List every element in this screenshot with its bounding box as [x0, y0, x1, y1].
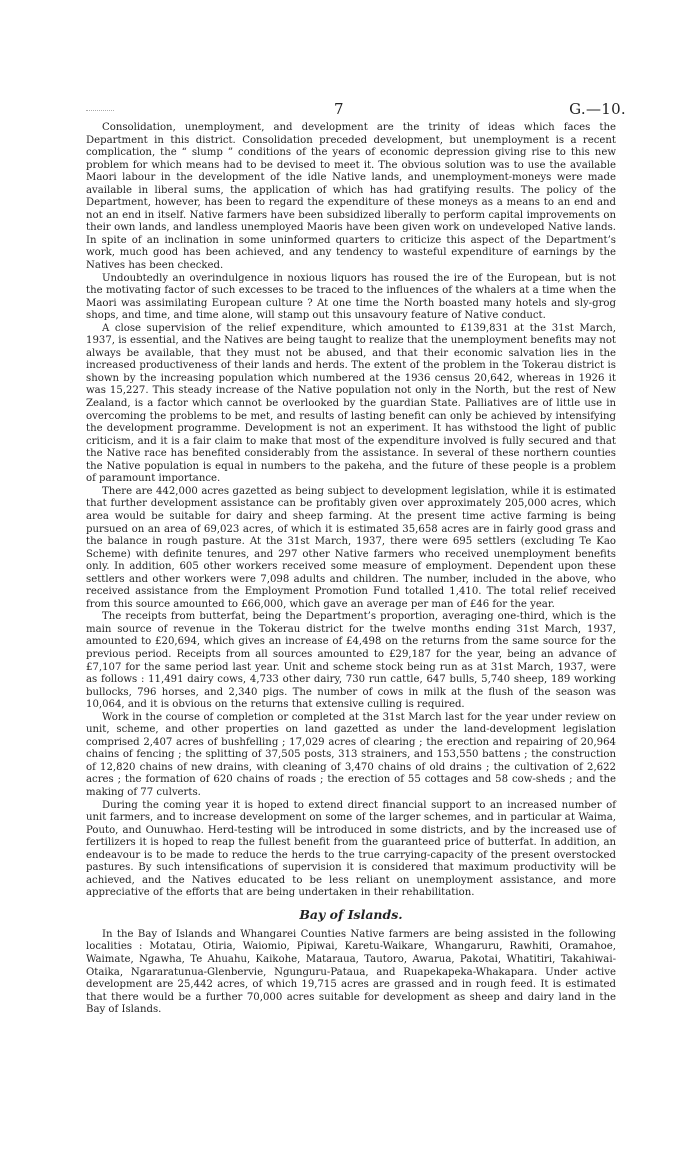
paragraph-bay-of-islands: In the Bay of Islands and Whangarei Counties Native farmers are being assisted in the following localities : Motatau, Otiria, Waiomio, Pipiwai, Karetu-Waikare, Whangaruru, Rawhiti, Oramahoe, Waimate, Ngawha, Te Ahuahu, Kaikohe, Mataraua, Tautoro, Awarua, Pakotai, Whatitiri, Takahiwai-Otaika, Ngararatunua-Glenbervie, Ngunguru-Pataua, and Ruapekapeka-Whakapara. Under active development are 25,442 acres, of which 19,715 acres are grassed and in rough feed. It is estimated that there would be a further 70,000 acres suitable for development as sheep and dairy land in the Bay of Islands. [86, 928, 616, 1016]
paragraph-relief-expenditure: A close supervision of the relief expenditure, which amounted to £139,831 at the 31st March, 1937, is essential, and the Natives are being taught to realize that the unemployment benefits may not always be available, that they must not be abused, and that their economic salvation lies in the increased productiveness of their lands and herds. The extent of the problem in the Tokerau district is shown by the increasing population which numbered at the 1936 census 20,642, whereas in 1926 it was 15,227. This steady increase of the Native population not only in the North, but the rest of New Zealand, is a factor which cannot be overlooked by the guardian State. Palliatives are of little use in overcoming the problems to be met, and results of lasting benefit can only be achieved by intensifying the development programme. Development is not an experiment. It has withstood the light of public criticism, and it is a fair claim to make that most of the expenditure involved is fully secured and that the Native race has benefited considerably from the assistance. In several of these northern counties the Native population is equal in numbers to the pakeha, and the future of these people is a problem of paramount importance. [86, 322, 616, 485]
header-rule [86, 110, 114, 111]
paragraph-work-completed: Work in the course of completion or completed at the 31st March last for the year under review on unit, scheme, and other properties on land gazetted as under the land-development legislation comprised 2,407 acres of bushfelling ; 17,029 acres of clearing ; the erection and repairing of 20,964 chains of fencing ; the splitting of 37,505 posts, 313 strainers, and 153,550 battens ; the construction of 12,820 chains of new drains, with cleaning of 3,470 chains of old drains ; the cultivation of 2,622 acres ; the formation of 620 chains of roads ; the erection of 55 cottages and 58 cow-sheds ; and the making of 77 culverts. [86, 711, 616, 798]
paragraph-butterfat-receipts: The receipts from butterfat, being the Department’s proportion, averaging one-third, which is the main source of revenue in the Tokerau district for the twelve months ending 31st March, 1937, amounted to £20,694, which gives an increase of £4,498 on the returns from the same source for the previous period. Receipts from all sources amounted to £29,187 for the year, being an advance of £7,107 for the same period last year. Unit and scheme stock being run as at 31st March, 1937, were as follows : 11,491 dairy cows, 4,733 other dairy, 730 run cattle, 647 bulls, 5,740 sheep, 189 working bullocks, 796 horses, and 2,340 pigs. The number of cows in milk at the flush of the season was 10,064, and it is obvious on the returns that extensive culling is required. [86, 611, 616, 711]
section-heading-bay-of-islands: Bay of Islands. [299, 906, 403, 922]
page-header [86, 100, 626, 120]
paragraph-consolidation: Consolidation, unemployment, and development are the trinity of ideas which faces the Department in this district. Consolidation preceded development, but unemployment is a recent complication, the “ slump ” conditions of the years of economic depression giving rise to this new problem for which means had to be devised to meet it. The obvious solution was to use the available Maori labour in the development of the idle Native lands, and unemployment-moneys were made available in liberal sums, the application of which has had gratifying results. The policy of the Department, however, has been to regard the expenditure of these moneys as a means to an end and not an end in itself. Native farmers have been subsidized liberally to perform capital improvements on their own lands, and landless unemployed Maoris have been given work on undeveloped Native lands. In spite of an inclination in some uninformed quarters to criticize this aspect of the Department’s work, much good has been achieved, and any tendency to wasteful expenditure of earnings by the Natives has been checked. [86, 122, 616, 272]
page-number: 7 [334, 100, 344, 118]
document-reference: G.—10. [569, 100, 626, 118]
paragraph-liquor: Undoubtedly an overindulgence in noxious liquors has roused the ire of the European, but is not the motivating factor of such excesses to be traced to the influences of the whalers at a time when the Maori was assimilating European culture ? At one time the North boasted many hotels and sly-grog shops, and time, and time alone, will stamp out this unsavoury feature of Native conduct. [86, 272, 616, 322]
paragraph-coming-year: During the coming year it is hoped to extend direct financial support to an increased number of unit farmers, and to increase development on some of the larger schemes, and in particular at Waima, Pouto, and Ounuwhao. Herd-testing will be introduced in some districts, and by the increased use of fertilizers it is hoped to reap the fullest benefit from the guaranteed price of butterfat. In addition, an endeavour is to be made to reduce the herds to the true carrying-capacity of the present overstocked pastures. By such intensifications of supervision it is considered that maximum productivity will be achieved, and the Natives educated to be less reliant on unemployment assistance, and more appreciative of the efforts that are being undertaken in their rehabilitation. [86, 799, 616, 899]
paragraph-development-acreage: There are 442,000 acres gazetted as being subject to development legislation, while it is estimated that further development assistance can be profitably given over approximately 205,000 acres, which area would be suitable for dairy and sheep farming. At the present time active farming is being pursued on an area of 69,023 acres, of which it is estimated 35,658 acres are in fairly good grass and the balance in rough pasture. At the 31st March, 1937, there were 695 settlers (excluding Te Kao Scheme) with definite tenures, and 297 other Native farmers who received unemployment benefits only. In addition, 605 other workers received some measure of employment. Dependent upon these settlers and other workers were 7,098 adults and children. The number, included in the above, who received assistance from the Employment Promotion Fund totalled 1,410. The total relief received from this source amounted to £66,000, which gave an average per man of £46 for the year. [86, 485, 616, 610]
body-text [86, 122, 616, 1017]
